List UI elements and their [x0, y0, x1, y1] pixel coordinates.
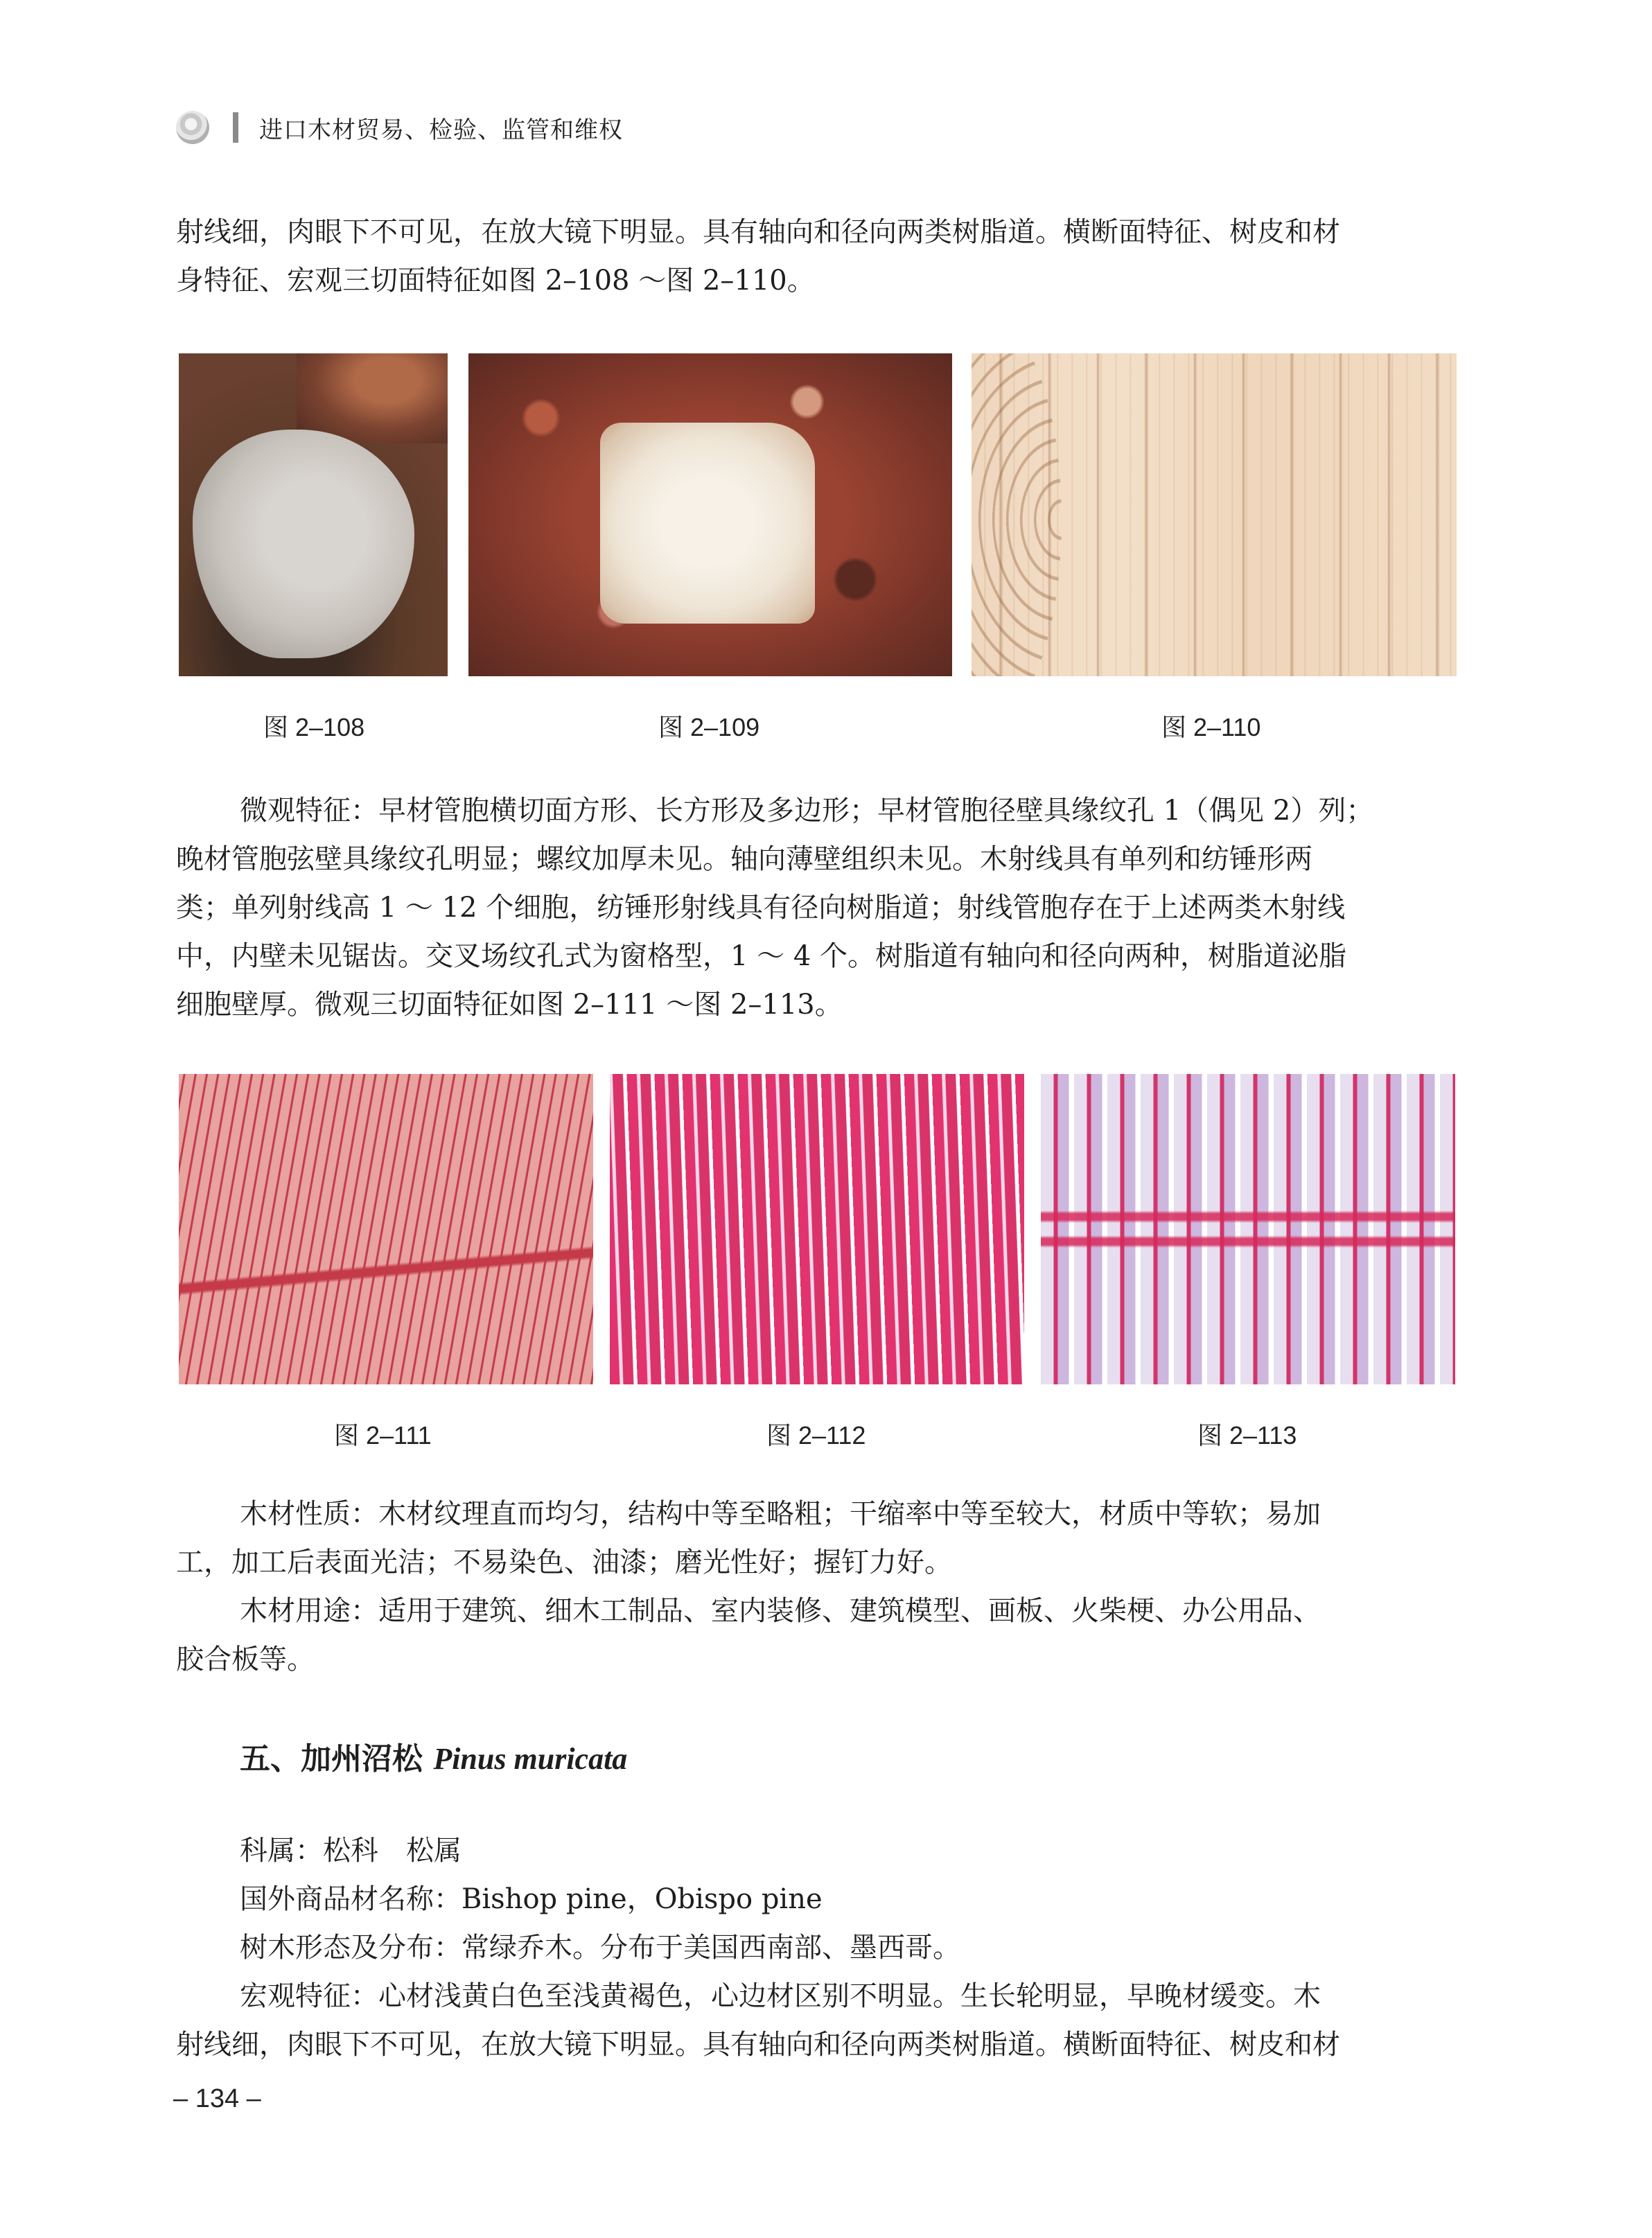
text-line: 晚材管胞弦壁具缘纹孔明显；螺纹加厚未见。轴向薄壁组织未见。木射线具有单列和纺锤形两 [176, 843, 1312, 875]
text-line: 射线细，肉眼下不可见，在放大镜下明显。具有轴向和径向两类树脂道。横断面特征、树皮和材 [176, 2029, 1340, 2061]
header-divider [233, 112, 238, 143]
text-line: 木材性质：木材纹理直而均匀，结构中等至略粗；干缩率中等至较大，材质中等软；易加 [240, 1498, 1321, 1530]
paragraph-micro-features [176, 786, 1450, 1029]
text-line: 细胞壁厚。微观三切面特征如图 2–111 ～图 2–113。 [176, 989, 843, 1021]
page-number: – 134 – [173, 2084, 261, 2113]
text-line: 中，内壁未见锯齿。交叉场纹孔式为窗格型，1 ～ 4 个。树脂道有轴向和径向两种，树脂道泌脂 [176, 940, 1347, 972]
paragraph-macro-features [176, 1972, 1450, 2069]
text-line: 微观特征：早材管胞横切面方形、长方形及多边形；早材管胞径壁具缘纹孔 1（偶见 2）列； [240, 795, 1374, 827]
section-heading [240, 1734, 627, 1778]
figure-2-108-cross-section-photo [179, 353, 448, 676]
exposed-wood-region [600, 423, 815, 624]
text-line: 身特征、宏观三切面特征如图 2–108 ～图 2–110。 [176, 265, 815, 297]
figure-caption: 图 2–108 [263, 713, 365, 741]
family-line: 科属：松科 松属 [240, 1835, 462, 1867]
bark-region [297, 353, 448, 443]
species-info [176, 1826, 1450, 1972]
trade-names-line: 国外商品材名称：Bishop pine，Obispo pine [240, 1883, 823, 1915]
figure-caption: 图 2–110 [1161, 713, 1261, 741]
figure-caption: 图 2–109 [658, 713, 760, 741]
text-line: 类；单列射线高 1 ～ 12 个细胞，纺锤形射线具有径向树脂道；射线管胞存在于上述两类木射线 [176, 892, 1346, 924]
text-line: 木材用途：适用于建筑、细木工制品、室内装修、建筑模型、画板、火柴梗、办公用品、 [240, 1595, 1321, 1627]
paragraph-macro-continued [176, 208, 1450, 305]
section-latin-name: Pinus muricata [433, 1742, 628, 1776]
grain-curve [972, 353, 1062, 676]
text-line: 宏观特征：心材浅黄白色至浅黄褐色，心边材区别不明显。生长轮明显，早晚材缓变。木 [240, 1980, 1321, 2012]
figure-2-112-micro-tangential-section [610, 1074, 1024, 1384]
figure-2-110-wood-grain-photo [972, 353, 1457, 676]
text-line: 胶合板等。 [176, 1644, 315, 1675]
paragraph-wood-uses [176, 1587, 1450, 1684]
running-header [176, 108, 623, 147]
text-line: 射线细，肉眼下不可见，在放大镜下明显。具有轴向和径向两类树脂道。横断面特征、树皮和材 [176, 216, 1340, 248]
paragraph-wood-properties [176, 1490, 1450, 1587]
figure-2-109-bark-photo [468, 353, 952, 676]
figure-caption: 图 2–113 [1197, 1421, 1297, 1450]
log-end-region [193, 430, 414, 658]
distribution-line: 树木形态及分布：常绿乔木。分布于美国西南部、墨西哥。 [240, 1932, 960, 1964]
running-header-title: 进口木材贸易、检验、监管和维权 [259, 116, 623, 144]
figure-caption: 图 2–111 [334, 1421, 432, 1450]
text-line: 工，加工后表面光洁；不易染色、油漆；磨光性好；握钉力好。 [176, 1547, 952, 1578]
figure-caption: 图 2–112 [766, 1421, 866, 1450]
section-number: 五、加州沼松 [240, 1741, 423, 1777]
book-logo-icon [176, 111, 209, 144]
figure-2-113-micro-radial-section [1041, 1074, 1455, 1384]
figure-2-111-micro-cross-section [179, 1074, 593, 1384]
